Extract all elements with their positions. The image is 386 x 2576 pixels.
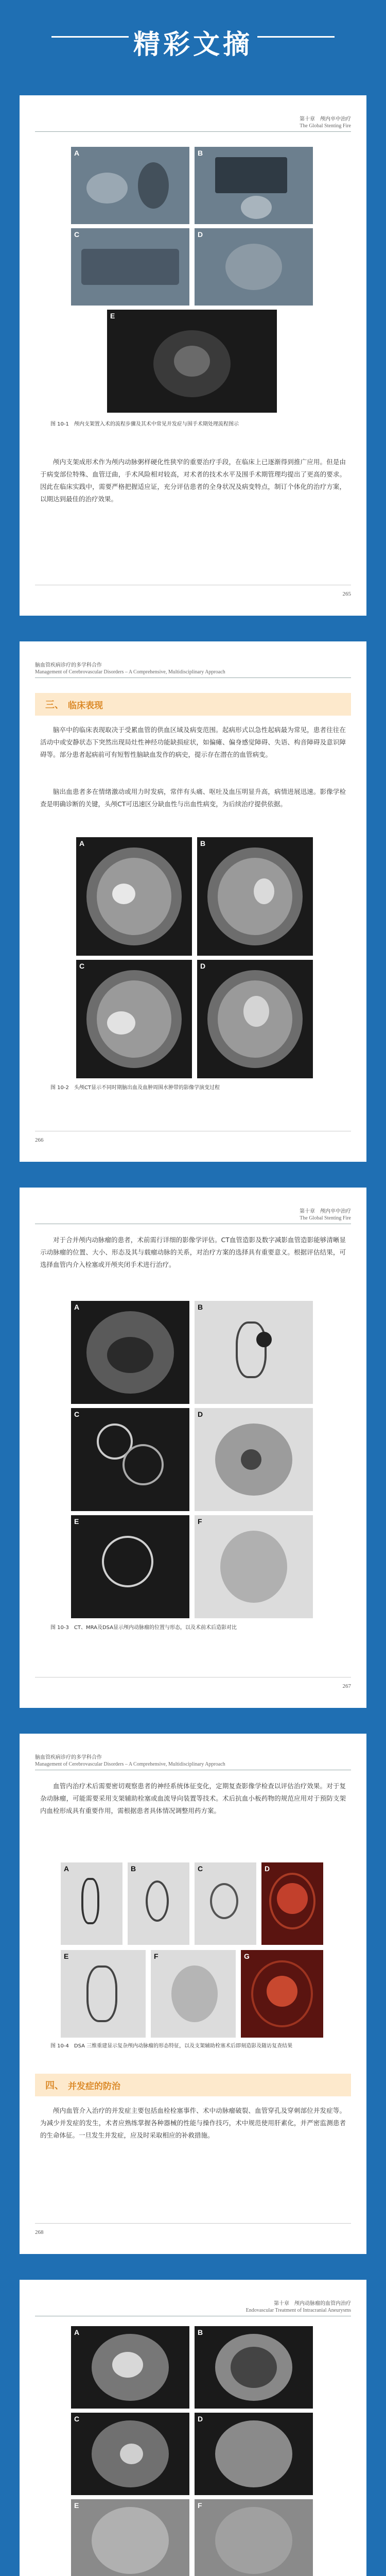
- ct-scan-a: [71, 2326, 189, 2409]
- figure-label: E: [110, 312, 115, 320]
- figure-photo-e: [107, 310, 277, 413]
- page-number: 268: [35, 2229, 44, 2235]
- figure-label: D: [265, 1865, 270, 1873]
- header-book-cn: 脑血管疾病诊疗的多学科合作: [35, 1755, 102, 1760]
- figure-label: B: [198, 2328, 203, 2336]
- header-rule: [35, 677, 351, 678]
- header-book-en: Management of Cerebrovascular Disorders – A Comprehensive, Multidisciplinary Approach: [35, 1761, 225, 1767]
- ct-scan-c: [76, 960, 192, 1078]
- figure-label: D: [198, 2415, 203, 2423]
- body-paragraph: 对于合并颅内动脉瘤的患者，术前需行详细的影像学评估。CT血管造影及数字减影血管造影能够清晰显示动脉瘤的位置、大小、形态及其与载瘤动脉的关系，对治疗方案的选择具有重要意义。根据评估结果，可选择血管内介入栓塞或开颅夹闭手术进行治疗。: [40, 1236, 346, 1268]
- body-paragraph: 颅内血管介入治疗的并发症主要包括血栓栓塞事件、术中动脉瘤破裂、血管穿孔及穿刺部位并发症等。为减少并发症的发生，术者应熟练掌握各种器械的性能与操作技巧，术中规范使用肝素化，并严密监测患者的生命体征。一旦发生并发症，应及时采取相应的补救措施。: [40, 2107, 346, 2139]
- dsa-angio-e: [61, 1950, 146, 2038]
- header-chapter-cn: 第十章 颅内卒中治疗: [300, 1209, 351, 1214]
- figure-label: D: [198, 230, 203, 239]
- dsa-angio-f: [151, 1950, 236, 2038]
- 3d-reconstruction-g: [241, 1950, 323, 2038]
- figure-label: E: [74, 2501, 79, 2510]
- figure-label: A: [74, 1303, 80, 1311]
- book-page-4: [20, 1734, 366, 2254]
- figure-label: C: [74, 230, 80, 239]
- figure-label: A: [74, 2328, 80, 2336]
- header-chapter-en: The Global Stenting Fire: [300, 123, 351, 129]
- book-page-2: [20, 641, 366, 1162]
- book-page-5: [20, 2280, 366, 2576]
- dsa-angio-b: [195, 1301, 313, 1404]
- dsa-angio-f: [195, 1515, 313, 1618]
- page-number: 266: [35, 1137, 44, 1143]
- body-paragraph: 血管内治疗术后需要密切观察患者的神经系统体征变化，定期复查影像学检查以评估治疗效果。对于复杂动脉瘤，可能需要采用支架辅助栓塞或血流导向装置等技术。术后抗血小板药物的规范应用对于预防支架内血栓形成具有重要作用，需根据患者具体情况调整用药方案。: [40, 1782, 346, 1815]
- figure-label: F: [198, 2501, 202, 2510]
- page-header: [35, 1754, 351, 1768]
- figure-label: A: [79, 839, 85, 848]
- figure-label: F: [154, 1952, 159, 1960]
- ct-scan-a: [76, 837, 192, 956]
- footer-rule: [35, 2223, 351, 2224]
- figure-caption: 图 10-2 头颅CT显示不同时期脑出血及血肿周围水肿带的影像学演变过程: [50, 1085, 220, 1091]
- figure-label: B: [131, 1865, 136, 1873]
- mra-c: [71, 1408, 189, 1511]
- mri-scan-d: [195, 2413, 313, 2495]
- figure-label: B: [198, 149, 203, 157]
- header-book-en: Management of Cerebrovascular Disorders – A Comprehensive, Multidisciplinary Approach: [35, 669, 225, 675]
- header-rule: [35, 131, 351, 132]
- dsa-angio-c: [195, 1862, 256, 1945]
- page-header: [35, 116, 351, 129]
- header-chapter-en: Endovascular Treatment of Intracranial Aneurysms: [245, 2308, 351, 2313]
- section-number: 四、: [45, 2080, 64, 2091]
- figure-label: C: [74, 1410, 80, 1418]
- section-number: 三、: [45, 700, 64, 710]
- mra-e: [71, 1515, 189, 1618]
- page-number: 265: [342, 591, 351, 597]
- section-title: 临床表现: [68, 701, 103, 711]
- figure-label: A: [74, 149, 80, 157]
- figure-label: A: [64, 1865, 69, 1873]
- figure-photo-c: [71, 228, 189, 306]
- page-header: [35, 1208, 351, 1222]
- section-title: 并发症的防治: [68, 2081, 120, 2092]
- book-page-3: [20, 1188, 366, 1708]
- banner-title: 精彩文摘: [133, 29, 253, 60]
- mri-scan-e: [71, 2499, 189, 2576]
- page-number: 267: [342, 1683, 351, 1689]
- figure-photo-a: [71, 147, 189, 224]
- figure-label: C: [198, 1865, 203, 1873]
- page-header: [35, 2300, 351, 2314]
- dsa-angio-a: [61, 1862, 122, 1945]
- dsa-angio-b: [128, 1862, 189, 1945]
- body-paragraph: 颅内支架成形术作为颅内动脉粥样硬化性狭窄的重要治疗手段，在临床上已逐渐得到推广应用。但是由于病变部位特殊、血管迂曲，手术风险相对较高，对术者的技术水平及围手术期管理均提出了更高的要求。因此在临床实践中，需要严格把握适应证，充分评估患者的全身状况及病变特点，制订个体化的治疗方案，以期达到最佳的治疗效果。: [40, 458, 346, 503]
- header-chapter-en: The Global Stenting Fire: [300, 1215, 351, 1221]
- page-header: [35, 662, 351, 675]
- mri-scan-b: [195, 2326, 313, 2409]
- banner-right-line: [257, 36, 335, 38]
- ct-angio-a: [71, 1301, 189, 1404]
- mri-scan-f: [195, 2499, 313, 2576]
- header-book-cn: 脑血管疾病诊疗的多学科合作: [35, 663, 102, 668]
- 3d-reconstruction-d: [261, 1862, 323, 1945]
- header-chapter-cn: 第十章 颅内动脉瘤的血管内治疗: [274, 2301, 351, 2307]
- figure-label: E: [74, 1517, 79, 1526]
- ct-scan-b: [197, 837, 313, 956]
- dsa-angio-d: [195, 1408, 313, 1511]
- figure-caption: 图 10-4 DSA 三维重建显示复杂颅内动脉瘤的形态特征，以及支架辅助栓塞术后即刻造影及随访复查结果: [50, 2043, 293, 2049]
- figure-label: E: [64, 1952, 69, 1960]
- figure-label: C: [74, 2415, 80, 2423]
- body-paragraph: 脑卒中的临床表现取决于受累血管的供血区域及病变范围。起病形式以急性起病最为常见，患者往往在活动中或安静状态下突然出现局灶性神经功能缺损症状，如偏瘫、偏身感觉障碍、失语、构音障碍及意识障碍等。部分患者起病前可有短暂性脑缺血发作的病史，提示存在潜在的血管病变。: [40, 726, 346, 758]
- ct-scan-d: [197, 960, 313, 1078]
- banner: [0, 0, 386, 77]
- figure-caption: 图 10-3 CT、MRA及DSA显示颅内动脉瘤的位置与形态，以及术前术后造影对比: [50, 1625, 237, 1631]
- figure-label: F: [198, 1517, 202, 1526]
- figure-label: C: [79, 962, 85, 970]
- figure-label: D: [198, 1410, 203, 1418]
- body-paragraph: 脑出血患者多在情绪激动或用力时发病，常伴有头痛、呕吐及血压明显升高，病情进展迅速。影像学检查是明确诊断的关键，头颅CT可迅速区分缺血性与出血性病变，为后续治疗提供依据。: [40, 788, 346, 808]
- figure-label: B: [200, 839, 206, 848]
- section-heading: [35, 693, 351, 716]
- figure-caption: 图 10-1 颅内支架置入术的流程步骤及其术中常见并发症与围手术期处理流程图示: [50, 421, 239, 427]
- header-chapter-cn: 第十章 颅内卒中治疗: [300, 116, 351, 122]
- figure-label: D: [200, 962, 206, 970]
- section-heading: [35, 2074, 351, 2096]
- figure-photo-b: [195, 147, 313, 224]
- ct-scan-c: [71, 2413, 189, 2495]
- figure-label: G: [244, 1952, 250, 1960]
- figure-label: B: [198, 1303, 203, 1311]
- figure-photo-d: [195, 228, 313, 306]
- book-page-1: [20, 95, 366, 616]
